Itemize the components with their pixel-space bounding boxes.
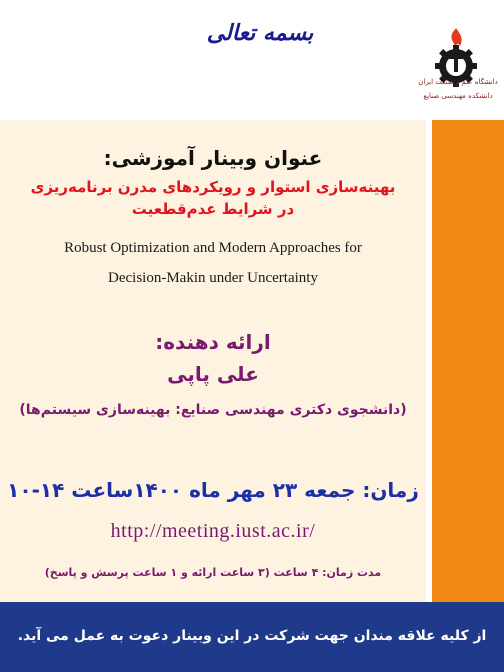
logo-text-faculty: دانشکده مهندسی صنایع	[423, 92, 493, 100]
invitation-text: از کلیه علاقه مندان جهت شرکت در این وبینار دعوت به عمل می آید.	[17, 628, 487, 644]
webinar-subtitle-fa-line-1: بهینه‌سازی استوار و رویکردهای مدرن برنامه‌ریزی	[30, 178, 396, 196]
footer-banner	[0, 602, 504, 672]
meeting-link[interactable]: http://meeting.iust.ac.ir/	[110, 520, 316, 542]
orange-side-bar	[432, 120, 504, 602]
webinar-time: زمان: جمعه ۲۳ مهر ماه ۱۴۰۰ساعت ۱۴-۱۰	[7, 478, 419, 502]
logo-text-university: دانشگاه علم و صنعت ایران	[418, 78, 498, 86]
presenter-role: (دانشجوی دکتری مهندسی صنایع: بهینه‌سازی سیستم‌ها)	[19, 402, 407, 418]
webinar-subtitle-en-line-1: Robust Optimization and Modern Approaches for	[64, 240, 362, 256]
presenter-label: ارائه دهنده:	[155, 330, 271, 354]
webinar-duration: مدت زمان: ۴ ساعت (۳ ساعت ارائه و ۱ ساعت پرسش و پاسخ)	[44, 566, 382, 579]
basmala: بسمه تعالی	[206, 20, 314, 46]
webinar-title-label: عنوان وبینار آموزشی:	[103, 146, 323, 170]
header	[0, 0, 504, 120]
webinar-details	[0, 120, 426, 602]
presenter-name: علی پاپی	[167, 362, 259, 386]
webinar-subtitle-fa-line-2: در شرایط عدم‌قطعیت	[131, 200, 295, 218]
webinar-subtitle-en-line-2: Decision-Makin under Uncertainty	[108, 270, 318, 286]
